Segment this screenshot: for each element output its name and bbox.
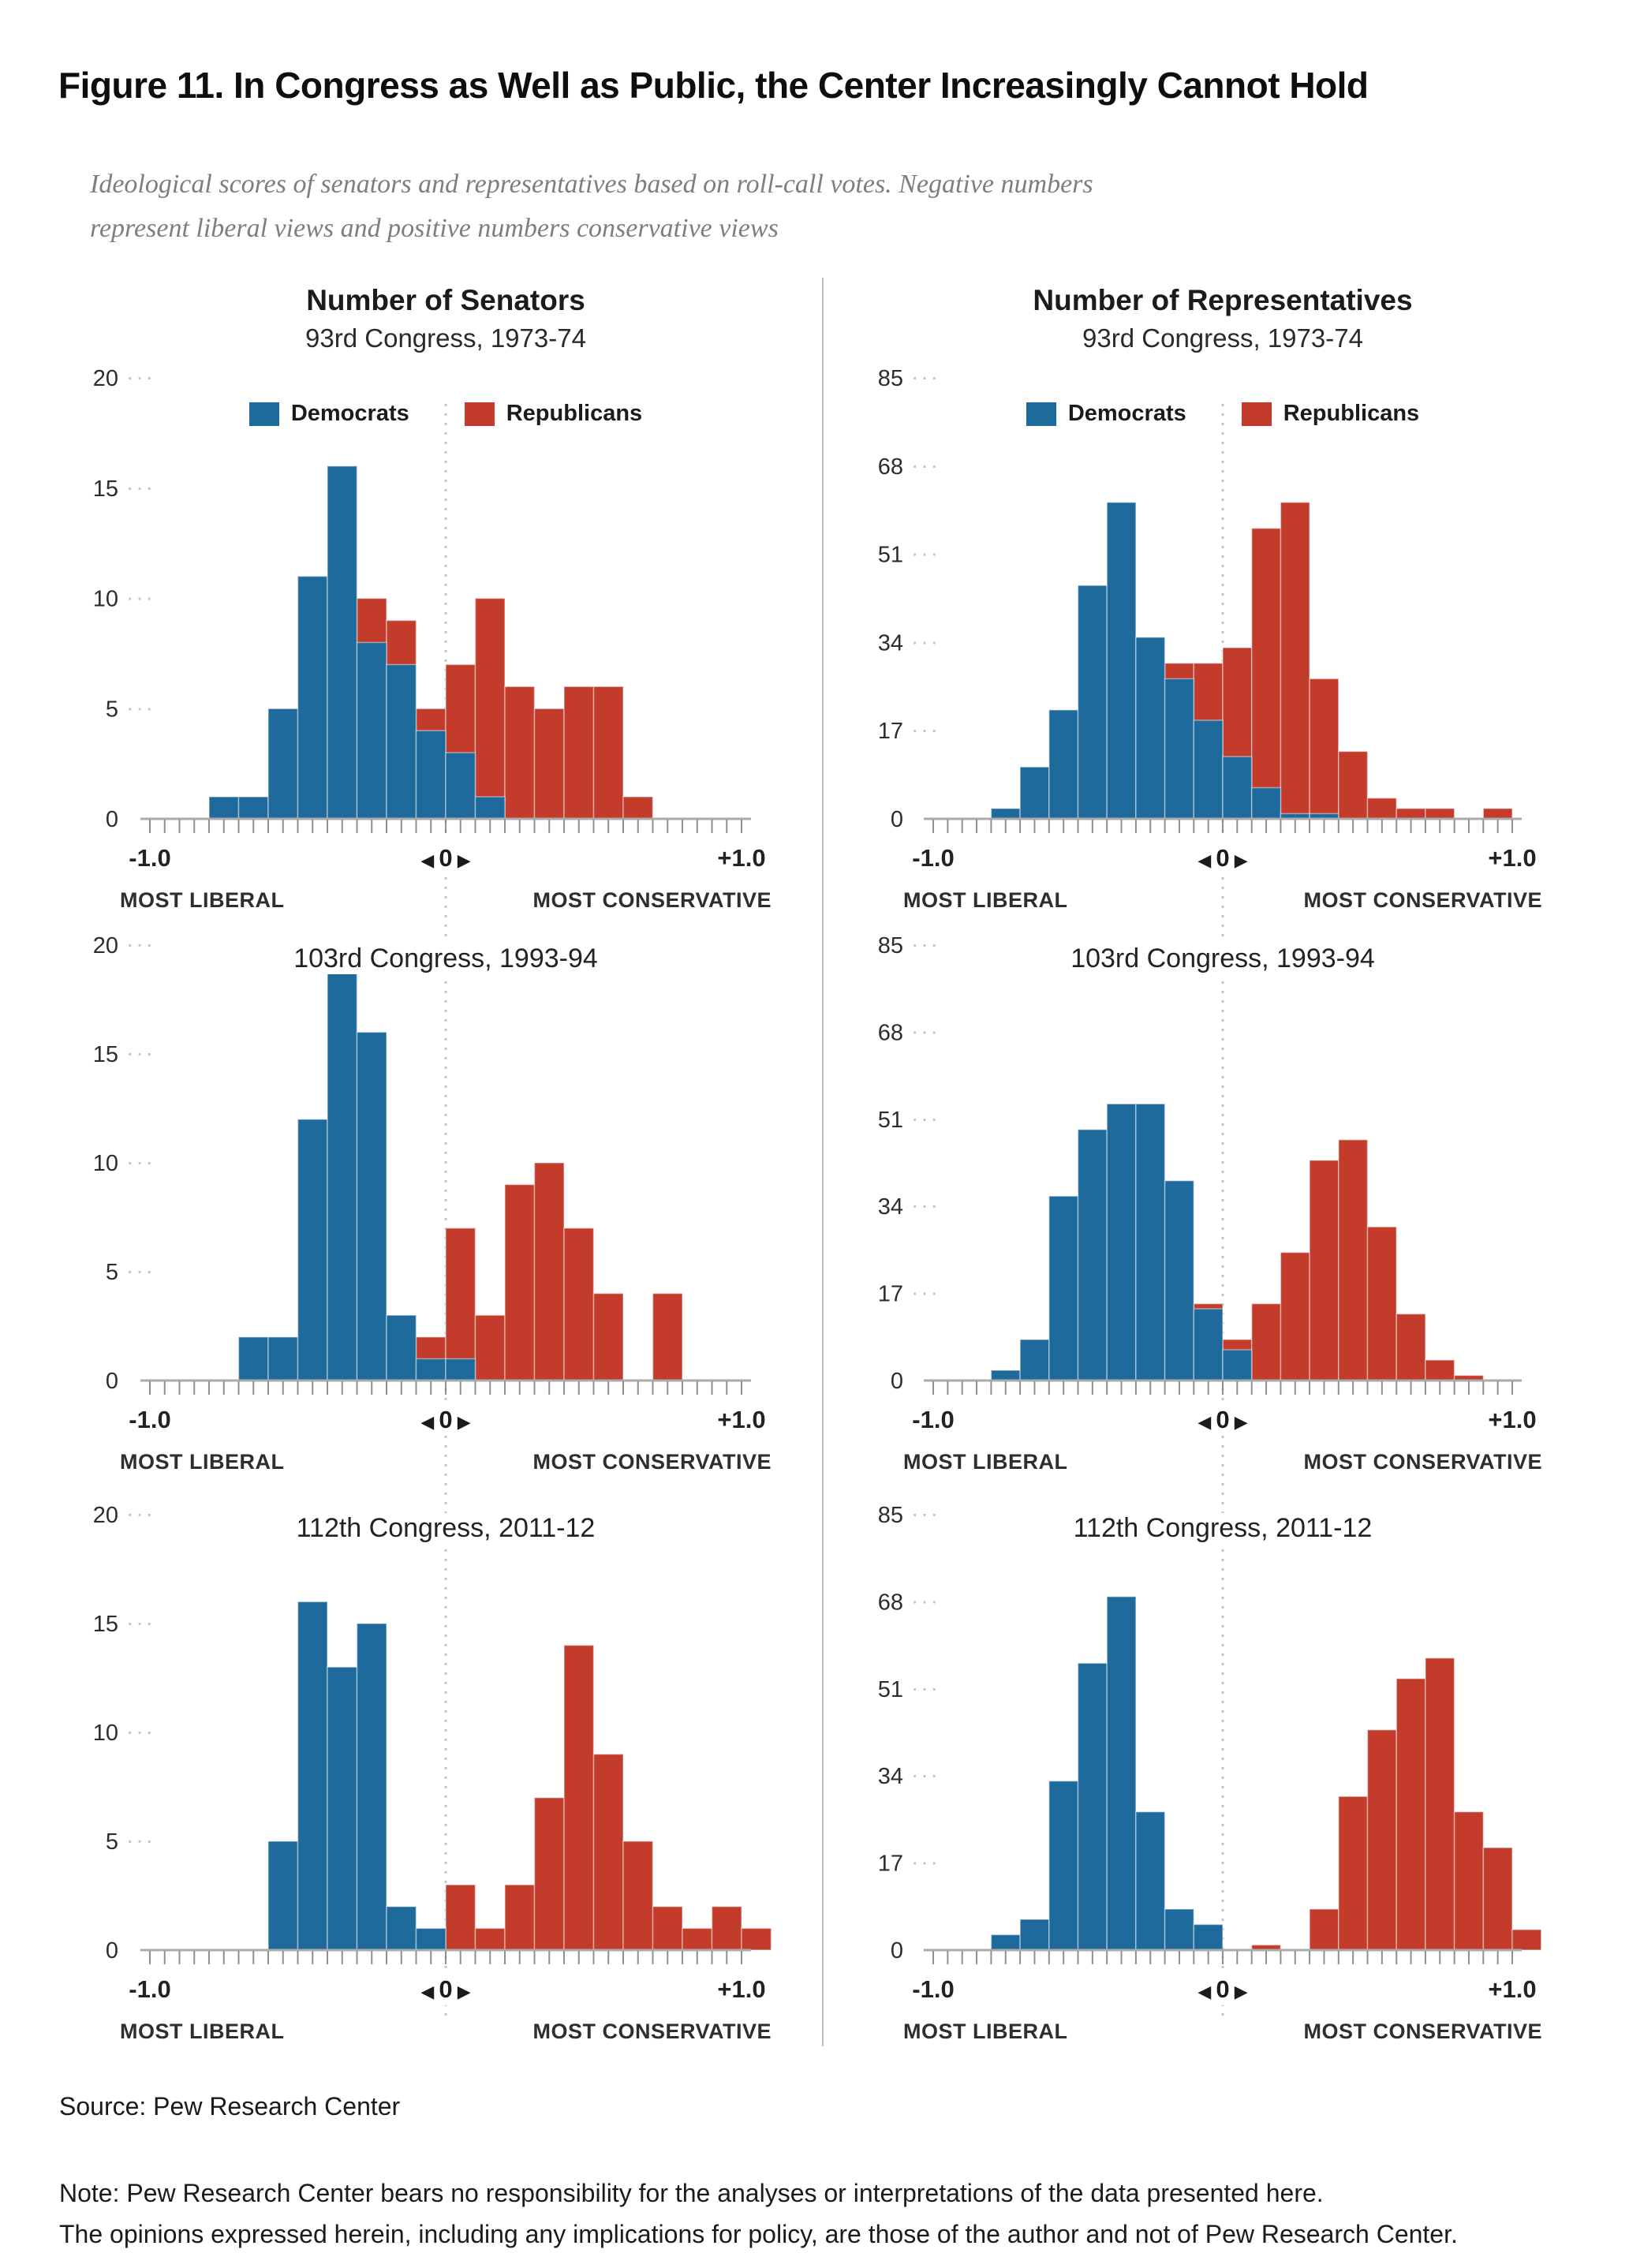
republicans-histogram-bar bbox=[1339, 1140, 1368, 1381]
republicans-swatch-icon bbox=[1242, 402, 1272, 426]
republicans-histogram-bar bbox=[1425, 1658, 1455, 1950]
republicans-histogram-bar bbox=[1483, 1848, 1512, 1950]
republicans-histogram-bar bbox=[1252, 1304, 1281, 1381]
republicans-histogram-bar bbox=[476, 1315, 506, 1381]
democrats-histogram-bar bbox=[476, 797, 506, 819]
democrats-histogram-bar bbox=[298, 1119, 328, 1381]
legend-senators bbox=[130, 401, 761, 427]
y-tick-leader-dots: ··· bbox=[911, 452, 940, 477]
democrats-histogram-bar bbox=[1252, 788, 1281, 820]
democrats-histogram-bar bbox=[1020, 1919, 1049, 1950]
y-tick-leader-dots: ··· bbox=[126, 1719, 155, 1743]
democrats-histogram-bar bbox=[298, 1601, 328, 1950]
republicans-histogram-bar bbox=[505, 1185, 535, 1381]
republicans-histogram-bar bbox=[1310, 1909, 1339, 1950]
republicans-histogram-bar bbox=[564, 1228, 594, 1381]
democrats-histogram-bar bbox=[268, 1841, 298, 1950]
democrats-histogram-bar bbox=[1194, 1925, 1223, 1951]
y-tick-leader-dots: ··· bbox=[911, 717, 940, 742]
democrats-legend-label: Democrats bbox=[290, 401, 409, 426]
republicans-legend-label: Republicans bbox=[1283, 401, 1420, 426]
republicans-histogram-bar bbox=[446, 1885, 476, 1950]
y-tick-leader-dots: ··· bbox=[126, 932, 155, 956]
democrats-histogram-bar bbox=[1078, 1663, 1108, 1950]
y-tick-leader-dots: ··· bbox=[911, 1588, 940, 1613]
subtitle-line-2: represent liberal views and positive numbers conservative views bbox=[90, 213, 779, 243]
republicans-histogram-bar bbox=[564, 686, 594, 819]
republicans-histogram-bar bbox=[505, 1885, 535, 1950]
republicans-histogram-bar bbox=[1396, 1314, 1425, 1381]
representatives-title: Number of Representatives bbox=[1033, 284, 1413, 316]
democrats-histogram-bar bbox=[1078, 1130, 1108, 1381]
republicans-histogram-bar bbox=[1368, 1227, 1397, 1381]
democrats-histogram-bar bbox=[991, 1935, 1020, 1951]
x-axis-max-label: +1.0 bbox=[717, 844, 766, 872]
y-tick-label: 85 bbox=[877, 1503, 903, 1528]
republicans-histogram-bar bbox=[564, 1646, 594, 1950]
republicans-histogram-bar bbox=[1252, 529, 1281, 819]
republicans-histogram-bar bbox=[446, 1228, 476, 1381]
y-tick-leader-dots: ··· bbox=[911, 1501, 940, 1526]
y-tick-label: 20 bbox=[92, 366, 118, 391]
y-tick-leader-dots: ··· bbox=[126, 585, 155, 610]
y-tick-leader-dots: ··· bbox=[911, 1105, 940, 1130]
most-liberal-caption: MOST LIBERAL bbox=[903, 2020, 1068, 2043]
democrats-histogram-bar bbox=[991, 809, 1020, 819]
y-tick-leader-dots: ··· bbox=[126, 364, 155, 389]
republicans-legend-label: Republicans bbox=[506, 401, 643, 426]
democrats-legend-label: Democrats bbox=[1067, 401, 1186, 426]
column-title-representatives bbox=[868, 284, 1578, 353]
republicans-histogram-bar bbox=[594, 1754, 624, 1950]
y-tick-leader-dots: ··· bbox=[126, 1149, 155, 1174]
y-tick-leader-dots: ··· bbox=[126, 695, 155, 720]
democrats-histogram-bar bbox=[387, 1907, 417, 1950]
republicans-histogram-bar bbox=[594, 686, 624, 819]
most-conservative-caption: MOST CONSERVATIVE bbox=[1303, 888, 1542, 912]
y-tick-leader-dots: ··· bbox=[126, 1041, 155, 1065]
x-axis-zero-label: ◀ 0 ▶ bbox=[420, 1975, 471, 2003]
y-tick-label: 5 bbox=[105, 697, 118, 723]
democrats-histogram-bar bbox=[446, 753, 476, 819]
republicans-histogram-bar bbox=[1396, 1679, 1425, 1950]
most-liberal-caption: MOST LIBERAL bbox=[120, 2020, 285, 2043]
row-subtitle-112th: 112th Congress, 2011-12 bbox=[122, 1513, 769, 1544]
y-tick-label: 10 bbox=[92, 1151, 118, 1176]
column-title-senators bbox=[91, 284, 801, 353]
y-tick-label: 0 bbox=[105, 1938, 118, 1963]
y-tick-label: 0 bbox=[890, 1369, 903, 1394]
chart-senators-103rd bbox=[239, 945, 683, 1381]
y-tick-label: 15 bbox=[92, 476, 118, 502]
row-subtitle-103rd: 103rd Congress, 1993-94 bbox=[122, 943, 769, 974]
republicans-histogram-bar bbox=[653, 1907, 683, 1950]
democrats-histogram-bar bbox=[1223, 757, 1252, 819]
y-tick-label: 17 bbox=[877, 1851, 903, 1877]
democrats-histogram-bar bbox=[1107, 1597, 1136, 1950]
y-tick-leader-dots: ··· bbox=[126, 1610, 155, 1635]
row-subtitle-103rd: 103rd Congress, 1993-94 bbox=[899, 943, 1546, 974]
democrats-histogram-bar bbox=[209, 797, 239, 819]
x-axis-min-label: -1.0 bbox=[912, 1975, 955, 2003]
y-tick-label: 68 bbox=[877, 1590, 903, 1616]
x-axis-min-label: -1.0 bbox=[129, 1975, 171, 2003]
y-tick-leader-dots: ··· bbox=[911, 1193, 940, 1218]
y-tick-label: 51 bbox=[877, 1676, 903, 1702]
democrats-histogram-bar bbox=[1165, 1181, 1194, 1381]
democrats-histogram-bar bbox=[446, 1358, 476, 1381]
republicans-histogram-bar bbox=[476, 1928, 506, 1950]
x-axis-max-label: +1.0 bbox=[717, 1406, 766, 1433]
most-liberal-caption: MOST LIBERAL bbox=[120, 888, 285, 912]
most-liberal-caption: MOST LIBERAL bbox=[903, 888, 1068, 912]
y-tick-label: 34 bbox=[877, 630, 903, 656]
most-conservative-caption: MOST CONSERVATIVE bbox=[1303, 1450, 1542, 1474]
y-tick-label: 17 bbox=[877, 1281, 903, 1307]
republicans-histogram-bar bbox=[1339, 1796, 1368, 1950]
y-tick-leader-dots: ··· bbox=[126, 1258, 155, 1283]
note-line-2: The opinions expressed herein, including any implications for policy, are those of the author and not of Pew Research Center. bbox=[59, 2220, 1458, 2248]
democrats-histogram-bar bbox=[417, 1358, 446, 1381]
republicans-histogram-bar bbox=[1280, 503, 1310, 819]
x-axis-max-label: +1.0 bbox=[1488, 844, 1537, 872]
republicans-histogram-bar bbox=[623, 797, 653, 819]
source-text: Source: Pew Research Center bbox=[59, 2092, 401, 2120]
republicans-histogram-bar bbox=[712, 1907, 742, 1950]
republicans-histogram-bar bbox=[653, 1294, 683, 1381]
democrats-histogram-bar bbox=[357, 1032, 387, 1381]
x-axis-zero-label: ◀ 0 ▶ bbox=[420, 1406, 471, 1433]
republicans-histogram-bar bbox=[1310, 1160, 1339, 1381]
democrats-histogram-bar bbox=[417, 730, 446, 819]
most-liberal-caption: MOST LIBERAL bbox=[903, 1450, 1068, 1474]
democrats-histogram-bar bbox=[1223, 1350, 1252, 1381]
y-tick-label: 51 bbox=[877, 542, 903, 568]
x-axis-min-label: -1.0 bbox=[129, 844, 171, 872]
republicans-histogram-bar bbox=[1368, 1730, 1397, 1950]
democrats-histogram-bar bbox=[1049, 1196, 1078, 1381]
most-conservative-caption: MOST CONSERVATIVE bbox=[1303, 2020, 1542, 2043]
y-tick-label: 0 bbox=[890, 807, 903, 832]
republicans-histogram-bar bbox=[505, 686, 535, 819]
chart-representatives-93rd bbox=[991, 503, 1512, 819]
democrats-histogram-bar bbox=[1049, 710, 1078, 819]
democrats-histogram-bar bbox=[327, 466, 357, 819]
senators-congress-label: 93rd Congress, 1973-74 bbox=[305, 323, 586, 353]
y-tick-leader-dots: ··· bbox=[911, 932, 940, 956]
y-tick-label: 85 bbox=[877, 366, 903, 391]
democrats-histogram-bar bbox=[991, 1370, 1020, 1381]
chart-senators-112th bbox=[268, 1601, 772, 1950]
y-tick-label: 51 bbox=[877, 1107, 903, 1133]
y-tick-label: 10 bbox=[92, 586, 118, 612]
y-tick-label: 34 bbox=[877, 1194, 903, 1220]
y-tick-label: 10 bbox=[92, 1721, 118, 1746]
democrats-histogram-bar bbox=[387, 1315, 417, 1381]
y-tick-label: 0 bbox=[105, 807, 118, 832]
y-tick-leader-dots: ··· bbox=[911, 1762, 940, 1788]
democrats-histogram-bar bbox=[1107, 1104, 1136, 1381]
x-axis-min-label: -1.0 bbox=[912, 1406, 955, 1433]
democrats-histogram-bar bbox=[387, 664, 417, 819]
democrats-histogram-bar bbox=[1078, 585, 1108, 819]
republicans-histogram-bar bbox=[1483, 809, 1512, 819]
x-axis-min-label: -1.0 bbox=[129, 1406, 171, 1433]
democrats-histogram-bar bbox=[357, 642, 387, 819]
chart-senators-93rd bbox=[209, 466, 653, 819]
y-tick-leader-dots: ··· bbox=[911, 629, 940, 654]
y-tick-label: 5 bbox=[105, 1829, 118, 1855]
y-tick-label: 20 bbox=[92, 1503, 118, 1528]
y-tick-label: 17 bbox=[877, 719, 903, 745]
democrats-histogram-bar bbox=[1136, 637, 1165, 819]
y-tick-label: 15 bbox=[92, 1042, 118, 1067]
republicans-histogram-bar bbox=[1396, 809, 1425, 819]
x-axis-max-label: +1.0 bbox=[1488, 1975, 1537, 2003]
republicans-histogram-bar bbox=[1425, 1360, 1455, 1381]
note-line-1: Note: Pew Research Center bears no responsibility for the analyses or interpretations of the data presented here. bbox=[59, 2179, 1324, 2207]
chart-representatives-112th bbox=[991, 1597, 1541, 1950]
republicans-histogram-bar bbox=[1280, 1253, 1310, 1381]
x-axis-max-label: +1.0 bbox=[717, 1975, 766, 2003]
democrats-histogram-bar bbox=[1165, 678, 1194, 819]
y-tick-label: 68 bbox=[877, 1020, 903, 1046]
democrats-histogram-bar bbox=[417, 1928, 446, 1950]
figure-title: Figure 11. In Congress as Well as Public, the Center Increasingly Cannot Hold bbox=[58, 65, 1369, 106]
most-liberal-caption: MOST LIBERAL bbox=[120, 1450, 285, 1474]
y-tick-leader-dots: ··· bbox=[126, 1501, 155, 1526]
republicans-histogram-bar bbox=[682, 1928, 712, 1950]
y-tick-leader-dots: ··· bbox=[126, 1828, 155, 1852]
y-tick-leader-dots: ··· bbox=[911, 364, 940, 389]
republicans-histogram-bar bbox=[1368, 798, 1397, 819]
senators-title: Number of Senators bbox=[306, 284, 585, 316]
democrats-histogram-bar bbox=[268, 1337, 298, 1381]
democrats-histogram-bar bbox=[1194, 1309, 1223, 1381]
y-tick-leader-dots: ··· bbox=[911, 1018, 940, 1044]
democrats-histogram-bar bbox=[1107, 503, 1136, 819]
republicans-histogram-bar bbox=[535, 1798, 565, 1950]
republicans-histogram-bar bbox=[623, 1841, 653, 1950]
republicans-histogram-bar bbox=[742, 1928, 772, 1950]
democrats-histogram-bar bbox=[268, 708, 298, 819]
republicans-histogram-bar bbox=[535, 1163, 565, 1381]
democrats-histogram-bar bbox=[327, 1667, 357, 1950]
y-tick-label: 0 bbox=[105, 1369, 118, 1394]
y-tick-label: 20 bbox=[92, 933, 118, 958]
x-axis-zero-label: ◀ 0 ▶ bbox=[1198, 1975, 1248, 2003]
most-conservative-caption: MOST CONSERVATIVE bbox=[532, 2020, 772, 2043]
democrats-histogram-bar bbox=[1020, 767, 1049, 819]
democrats-histogram-bar bbox=[1136, 1812, 1165, 1950]
y-tick-leader-dots: ··· bbox=[911, 1849, 940, 1874]
most-conservative-caption: MOST CONSERVATIVE bbox=[532, 888, 772, 912]
y-tick-leader-dots: ··· bbox=[911, 1280, 940, 1305]
representatives-congress-label: 93rd Congress, 1973-74 bbox=[1082, 323, 1363, 353]
y-tick-leader-dots: ··· bbox=[126, 474, 155, 499]
republicans-histogram-bar bbox=[1512, 1930, 1541, 1950]
y-tick-label: 0 bbox=[890, 1938, 903, 1963]
x-axis-min-label: -1.0 bbox=[912, 844, 955, 872]
row-subtitle-112th: 112th Congress, 2011-12 bbox=[899, 1513, 1546, 1544]
democrats-histogram-bar bbox=[1136, 1104, 1165, 1381]
democrats-histogram-bar bbox=[327, 945, 357, 1381]
democrats-swatch-icon bbox=[1026, 402, 1056, 426]
y-tick-label: 68 bbox=[877, 454, 903, 480]
legend-representatives bbox=[907, 401, 1538, 427]
democrats-histogram-bar bbox=[1020, 1340, 1049, 1381]
most-conservative-caption: MOST CONSERVATIVE bbox=[532, 1450, 772, 1474]
democrats-histogram-bar bbox=[298, 577, 328, 819]
republicans-swatch-icon bbox=[465, 402, 495, 426]
democrats-histogram-bar bbox=[1194, 720, 1223, 819]
x-axis-zero-label: ◀ 0 ▶ bbox=[420, 844, 471, 872]
y-tick-label: 15 bbox=[92, 1612, 118, 1637]
democrats-histogram-bar bbox=[1165, 1909, 1194, 1950]
democrats-histogram-bar bbox=[239, 797, 269, 819]
republicans-histogram-bar bbox=[1425, 809, 1455, 819]
y-tick-label: 34 bbox=[877, 1764, 903, 1790]
democrats-histogram-bar bbox=[1049, 1781, 1078, 1950]
democrats-swatch-icon bbox=[249, 402, 279, 426]
y-tick-label: 85 bbox=[877, 933, 903, 958]
democrats-histogram-bar bbox=[239, 1337, 269, 1381]
republicans-histogram-bar bbox=[1310, 678, 1339, 819]
y-tick-label: 5 bbox=[105, 1260, 118, 1285]
x-axis-zero-label: ◀ 0 ▶ bbox=[1198, 844, 1248, 872]
x-axis-zero-label: ◀ 0 ▶ bbox=[1198, 1406, 1248, 1433]
subtitle-line-1: Ideological scores of senators and representatives based on roll-call votes. Negative numbers bbox=[90, 170, 1093, 199]
republicans-histogram-bar bbox=[535, 708, 565, 819]
republicans-histogram-bar bbox=[1455, 1812, 1484, 1950]
democrats-histogram-bar bbox=[357, 1623, 387, 1950]
x-axis-max-label: +1.0 bbox=[1488, 1406, 1537, 1433]
y-tick-leader-dots: ··· bbox=[911, 1675, 940, 1700]
y-tick-leader-dots: ··· bbox=[911, 540, 940, 566]
republicans-histogram-bar bbox=[594, 1294, 624, 1381]
chart-representatives-103rd bbox=[991, 1104, 1483, 1381]
republicans-histogram-bar bbox=[476, 599, 506, 820]
republicans-histogram-bar bbox=[1339, 752, 1368, 820]
